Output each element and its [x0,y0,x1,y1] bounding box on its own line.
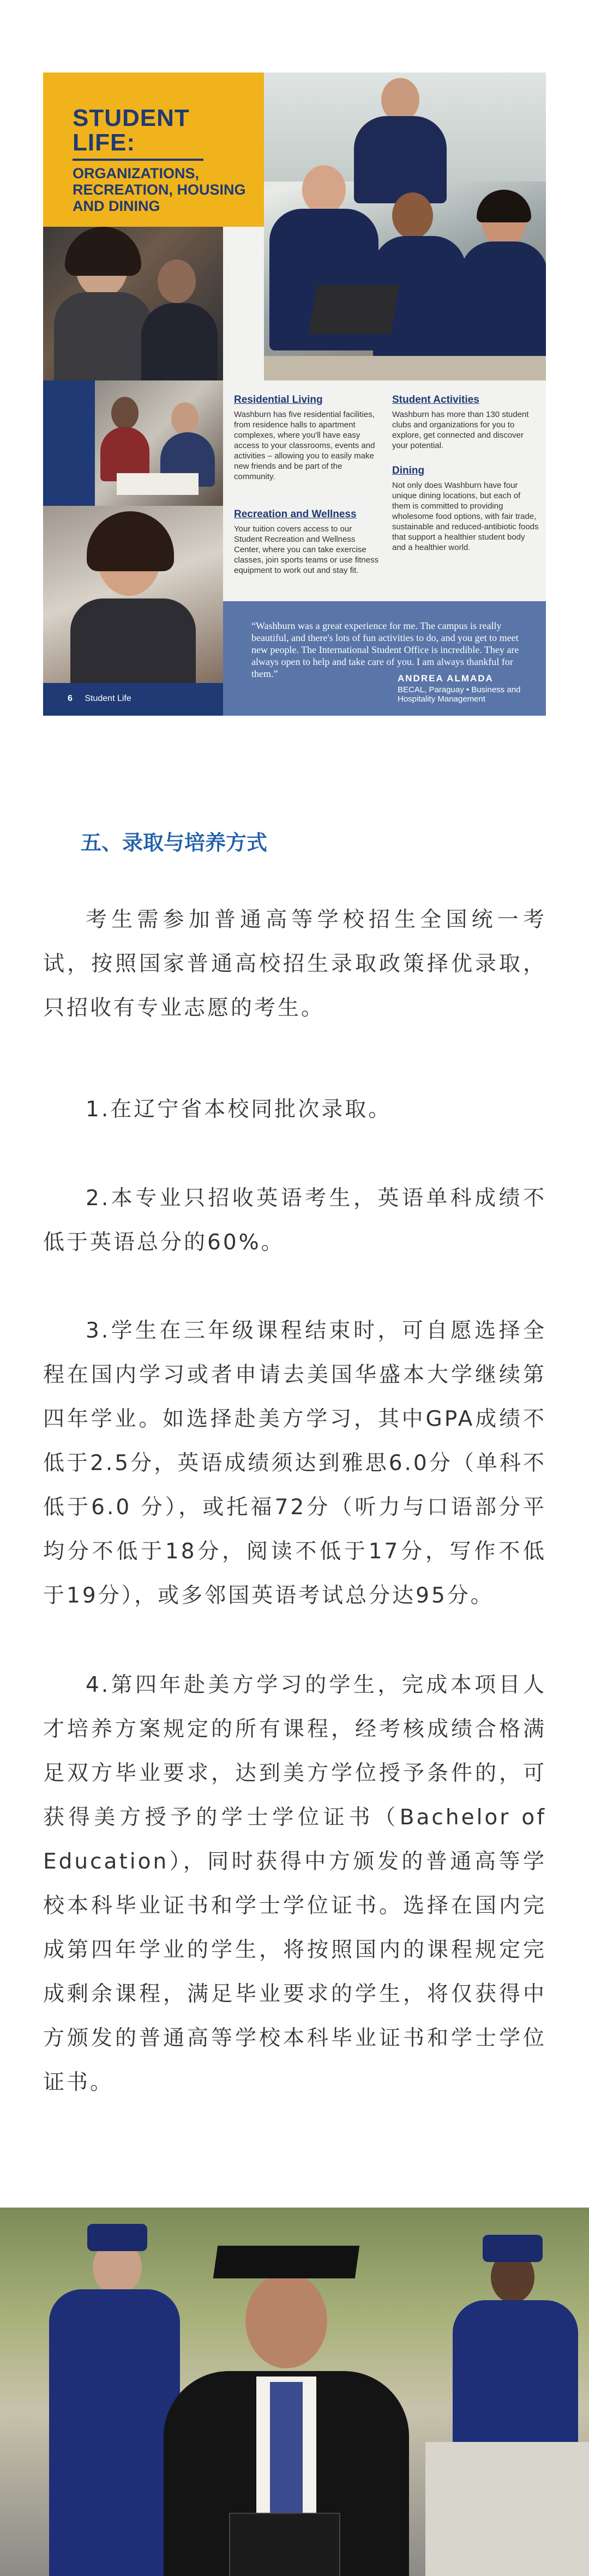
brochure-subtitle-line2: RECREATION, HOUSING [73,182,246,198]
page-number: 6 [68,694,73,703]
brochure-page-image [43,72,546,716]
testimonial-quote: “Washburn was a great experience for me. The campus is really beautiful, and there's lots of fun activities to do, and you get to meet new people. The International Student Office is incredible. They are always open to help and take care of you. I am always thankful for them.” [251,620,519,679]
activities-heading: Student Activities [392,394,479,406]
lecture-student-photo [43,227,223,380]
recreation-section [234,509,381,576]
activities-body: Washburn has more than 130 student clubs and organizations for you to explore, get connected and discover your potential. [392,410,529,450]
activities-section [392,394,539,451]
dining-heading: Dining [392,465,425,476]
paragraph-item-1: 1.在辽宁省本校同批次录取。 [86,1097,392,1122]
brochure-title-line1: STUDENT [73,105,190,131]
residential-heading: Residential Living [234,394,323,406]
dining-section [392,465,539,553]
recreation-body: Your tuition covers access to our Student Recreation and Wellness Center, where you can take exercise classes, join sports teams or use fitness equipment to work out and stay fit. [234,524,379,575]
testimonial-box [223,601,546,716]
recreation-heading: Recreation and Wellness [234,509,357,520]
brochure-subtitle-line3: AND DINING [73,198,160,214]
paragraph-admission: 考生需参加普通高等学校招生全国统一考试，按照国家普通高校招生录取政策择优录取，只招收有专业志愿的考生。 [43,908,546,1020]
title-box [43,72,264,227]
brochure-title-line2: LIFE: [73,129,135,156]
paragraph-item-4: 4.第四年赴美方学习的学生，完成本项目人才培养方案规定的所有课程，经考核成绩合格满足双方毕业要求，达到美方学位授予条件的，可获得美方授予的学士学位证书（Bachelor of Education），同时获得中方颁发的普通高等学校本科毕业证书和学士学位证书。选择在国内完成第四年学业的学生，将按照国内的课程规定完成剩余课程，满足毕业要求的学生，将仅获得中方颁发的普通高等学校本科毕业证书和学士学位证书。 [43,1673,546,2095]
page-label: Student Life [85,694,131,703]
students-laptop-photo [264,72,546,380]
dining-body: Not only does Washburn have four unique dining locations, but each of them is committed to providing wholesome food options, with fair trade, sustainable and reduced-antibiotic foods that support a healthier student body and a healthier world. [392,481,539,552]
study-group-photo [95,380,223,506]
residential-section [234,394,381,482]
paragraph-item-3: 3.学生在三年级课程结束时，可自愿选择全程在国内学习或者申请去美国华盛本大学继续第四年学业。如选择赴美方学习，其中GPA成绩不低于2.5分，英语成绩须达到雅思6.0分（单科不低于6.0 分），或托福72分（听力与口语部分平均分不低于18分，阅读不低于17分，写作不低于19分），或多邻国英语考试总分达95分。 [43,1319,546,1608]
brochure-subtitle-line1: ORGANIZATIONS, [73,165,199,182]
paragraph-item-2: 2.本专业只招收英语考生，英语单科成绩不低于英语总分的60%。 [43,1186,546,1255]
graduation-photo [0,2208,589,2576]
residential-body: Washburn has five residential facilities, from residence halls to apartment complexes, where you'll have easy access to your classrooms, events and activities – allowing you to easily make new friends and be part of the community. [234,410,375,481]
section-title: 五、录取与培养方式 [81,831,268,855]
testimonial-name: ANDREA ALMADA [398,673,494,684]
testimonial-role: BECAL, Paraguay • Business and Hospitality Management [398,685,521,704]
navy-block [43,380,95,506]
